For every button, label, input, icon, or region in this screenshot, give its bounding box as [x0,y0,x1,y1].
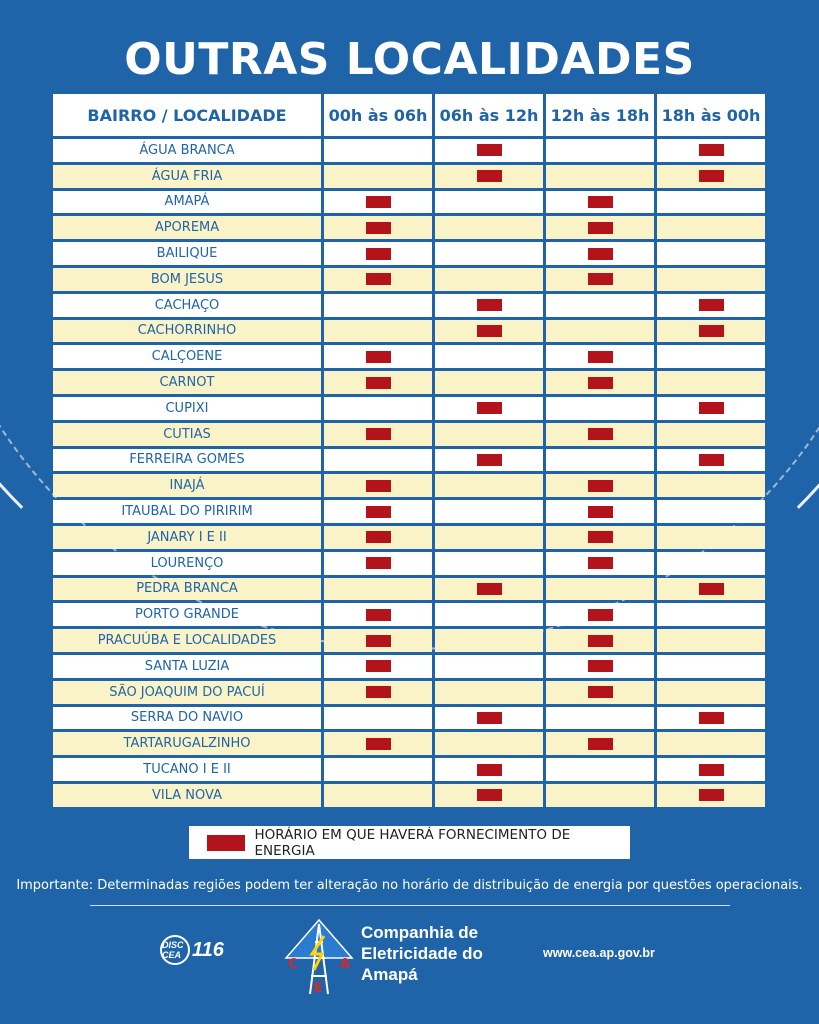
slot-cell [546,294,654,317]
company-line-3: Amapá [361,965,418,984]
locality-name: CUTIAS [53,423,321,446]
slot-cell [657,681,765,704]
table-row [53,216,765,239]
header-slot-06-12: 06h às 12h [435,94,543,136]
slot-cell [657,242,765,265]
slot-cell [435,371,543,394]
slot-cell [324,681,432,704]
slot-cell [546,603,654,626]
supply-mark-icon [588,377,613,389]
disc-number: 116 [192,938,224,961]
locality-name: APOREMA [53,216,321,239]
table-row [53,268,765,291]
slot-cell [324,758,432,781]
supply-mark-icon [588,351,613,363]
slot-cell [324,707,432,730]
table-row [53,474,765,497]
slot-cell [657,320,765,343]
company-name [361,922,483,985]
supply-mark-icon [366,609,391,621]
slot-cell [435,707,543,730]
phone-ring-icon [160,935,190,965]
slot-cell [324,216,432,239]
slot-cell [546,216,654,239]
slot-cell [657,578,765,601]
supply-mark-icon [588,660,613,672]
page-title: OUTRAS LOCALIDADES [124,34,695,85]
supply-mark-icon [588,428,613,440]
slot-cell [657,268,765,291]
slot-cell [546,707,654,730]
slot-cell [435,629,543,652]
slot-cell [546,165,654,188]
slot-cell [324,345,432,368]
supply-mark-icon [588,506,613,518]
locality-name: CACHAÇO [53,294,321,317]
supply-mark-icon [477,583,502,595]
slot-cell [435,655,543,678]
slot-cell [435,242,543,265]
slot-cell [546,732,654,755]
supply-mark-icon [477,325,502,337]
slot-cell [435,216,543,239]
supply-mark-icon [699,144,724,156]
supply-mark-icon [699,325,724,337]
supply-mark-icon [699,299,724,311]
table-row [53,655,765,678]
supply-mark-icon [588,531,613,543]
slot-cell [546,552,654,575]
supply-mark-icon [588,196,613,208]
slot-cell [657,423,765,446]
slot-cell [657,449,765,472]
slot-cell [435,320,543,343]
slot-cell [435,474,543,497]
slot-cell [657,191,765,214]
supply-mark-icon [699,454,724,466]
locality-name: CALÇOENE [53,345,321,368]
table-row [53,449,765,472]
slot-cell [546,681,654,704]
slot-cell [657,758,765,781]
slot-cell [546,397,654,420]
slot-cell [435,552,543,575]
supply-mark-icon [477,170,502,182]
slot-cell [324,294,432,317]
slot-cell [546,139,654,162]
locality-name: VILA NOVA [53,784,321,807]
supply-mark-icon [588,686,613,698]
slot-cell [657,216,765,239]
slot-cell [324,320,432,343]
table-row [53,320,765,343]
slot-cell [324,371,432,394]
slot-cell [657,500,765,523]
supply-mark-icon [366,635,391,647]
cea-tower-logo-icon [282,918,356,996]
slot-cell [435,294,543,317]
slot-cell [657,629,765,652]
slot-cell [657,139,765,162]
slot-cell [324,423,432,446]
supply-mark-icon [366,557,391,569]
website-link[interactable]: www.cea.ap.gov.br [543,946,655,960]
slot-cell [657,784,765,807]
slot-cell [435,578,543,601]
slot-cell [657,603,765,626]
slot-cell [657,552,765,575]
locality-name: ITAUBAL DO PIRIRIM [53,500,321,523]
header-slot-18-00: 18h às 00h [657,94,765,136]
locality-name: ÁGUA BRANCA [53,139,321,162]
supply-mark-icon [366,196,391,208]
slot-cell [546,758,654,781]
slot-cell [324,552,432,575]
slot-cell [324,268,432,291]
table-row [53,500,765,523]
supply-mark-icon [366,428,391,440]
slot-cell [546,474,654,497]
table-row [53,629,765,652]
slot-cell [546,629,654,652]
table-row [53,603,765,626]
supply-mark-icon [366,351,391,363]
supply-mark-icon [699,402,724,414]
company-line-2: Eletricidade do [361,944,483,963]
slot-cell [324,397,432,420]
locality-name: BAILIQUE [53,242,321,265]
supply-mark-icon [477,454,502,466]
slot-cell [435,423,543,446]
slot-cell [546,423,654,446]
supply-mark-icon [699,712,724,724]
locality-name: PRACUÚBA E LOCALIDADES [53,629,321,652]
table-row [53,526,765,549]
legend [189,826,630,859]
table-row [53,165,765,188]
supply-mark-icon [699,583,724,595]
slot-cell [657,165,765,188]
important-note: Importante: Determinadas regiões podem ter alteração no horário de distribuição de energia por questões operacionais. [16,878,803,893]
slot-cell [657,371,765,394]
slot-cell [657,655,765,678]
supply-mark-icon [588,273,613,285]
supply-mark-icon [588,609,613,621]
table-header-row [53,94,765,136]
locality-name: SANTA LUZIA [53,655,321,678]
table-row [53,578,765,601]
slot-cell [546,320,654,343]
supply-mark-icon [366,506,391,518]
locality-name: AMAPÁ [53,191,321,214]
slot-cell [546,242,654,265]
locality-name: SÃO JOAQUIM DO PACUÍ [53,681,321,704]
slot-cell [435,397,543,420]
table-row [53,423,765,446]
slot-cell [546,500,654,523]
slot-cell [657,707,765,730]
locality-name: TUCANO I E II [53,758,321,781]
supply-mark-icon [588,248,613,260]
slot-cell [324,139,432,162]
slot-cell [546,784,654,807]
table-row [53,784,765,807]
logo-letter-e: E [314,981,323,996]
slot-cell [435,732,543,755]
supply-mark-icon [588,557,613,569]
supply-mark-icon [366,222,391,234]
slot-cell [657,474,765,497]
locality-name: TARTARUGALZINHO [53,732,321,755]
supply-mark-icon [477,712,502,724]
table-row [53,242,765,265]
footer-divider [90,905,730,906]
slot-cell [546,578,654,601]
slot-cell [435,268,543,291]
table-row [53,294,765,317]
slot-cell [435,681,543,704]
header-slot-12-18: 12h às 18h [546,94,654,136]
slot-cell [435,345,543,368]
supply-mark-icon [699,764,724,776]
supply-mark-icon [366,531,391,543]
locality-name: ÁGUA FRIA [53,165,321,188]
slot-cell [324,629,432,652]
locality-name: PEDRA BRANCA [53,578,321,601]
logo-letter-a: A [340,957,351,972]
slot-cell [324,242,432,265]
slot-cell [435,139,543,162]
legend-mark-icon [207,835,245,851]
locality-name: SERRA DO NAVIO [53,707,321,730]
disc-label: DISC CEA [162,940,184,960]
locality-name: CUPIXI [53,397,321,420]
slot-cell [546,655,654,678]
locality-name: CACHORRINHO [53,320,321,343]
supply-mark-icon [588,222,613,234]
slot-cell [435,526,543,549]
locality-name: CARNOT [53,371,321,394]
table-row [53,139,765,162]
slot-cell [324,732,432,755]
slot-cell [324,603,432,626]
slot-cell [435,500,543,523]
supply-mark-icon [366,480,391,492]
slot-cell [324,165,432,188]
slot-cell [435,449,543,472]
slot-cell [657,732,765,755]
table-row [53,191,765,214]
supply-mark-icon [366,686,391,698]
slot-cell [435,165,543,188]
slot-cell [324,784,432,807]
table-row [53,345,765,368]
table-row [53,397,765,420]
table-row [53,732,765,755]
supply-mark-icon [588,738,613,750]
header-slot-00-06: 00h às 06h [324,94,432,136]
slot-cell [435,191,543,214]
supply-mark-icon [477,402,502,414]
supply-mark-icon [366,248,391,260]
supply-mark-icon [477,299,502,311]
slot-cell [435,603,543,626]
supply-mark-icon [366,660,391,672]
supply-mark-icon [477,789,502,801]
slot-cell [435,784,543,807]
supply-mark-icon [366,273,391,285]
locality-name: INAJÁ [53,474,321,497]
locality-name: FERREIRA GOMES [53,449,321,472]
supply-mark-icon [477,144,502,156]
supply-mark-icon [699,170,724,182]
legend-text: HORÁRIO EM QUE HAVERÁ FORNECIMENTO DE ENERGIA [254,826,571,859]
slot-cell [546,371,654,394]
slot-cell [324,578,432,601]
supply-mark-icon [588,635,613,647]
locality-name: PORTO GRANDE [53,603,321,626]
table-row [53,681,765,704]
locality-name: LOURENÇO [53,552,321,575]
slot-cell [546,449,654,472]
slot-cell [546,345,654,368]
locality-name: BOM JESUS [53,268,321,291]
table-row [53,371,765,394]
slot-cell [546,526,654,549]
locality-name: JANARY I E II [53,526,321,549]
table-row [53,758,765,781]
slot-cell [324,191,432,214]
slot-cell [324,526,432,549]
table-row [53,552,765,575]
slot-cell [657,397,765,420]
slot-cell [657,345,765,368]
slot-cell [435,758,543,781]
slot-cell [324,474,432,497]
supply-mark-icon [366,377,391,389]
slot-cell [657,294,765,317]
supply-mark-icon [477,764,502,776]
schedule-table [50,91,768,810]
supply-mark-icon [588,480,613,492]
header-locality: BAIRRO / LOCALIDADE [53,94,321,136]
company-line-1: Companhia de [361,923,479,942]
slot-cell [324,500,432,523]
slot-cell [657,526,765,549]
slot-cell [546,268,654,291]
slot-cell [324,449,432,472]
slot-cell [546,191,654,214]
supply-mark-icon [366,738,391,750]
supply-mark-icon [699,789,724,801]
table-row [53,707,765,730]
slot-cell [324,655,432,678]
disc-logo [160,935,224,965]
logo-letter-c: C [288,957,298,972]
